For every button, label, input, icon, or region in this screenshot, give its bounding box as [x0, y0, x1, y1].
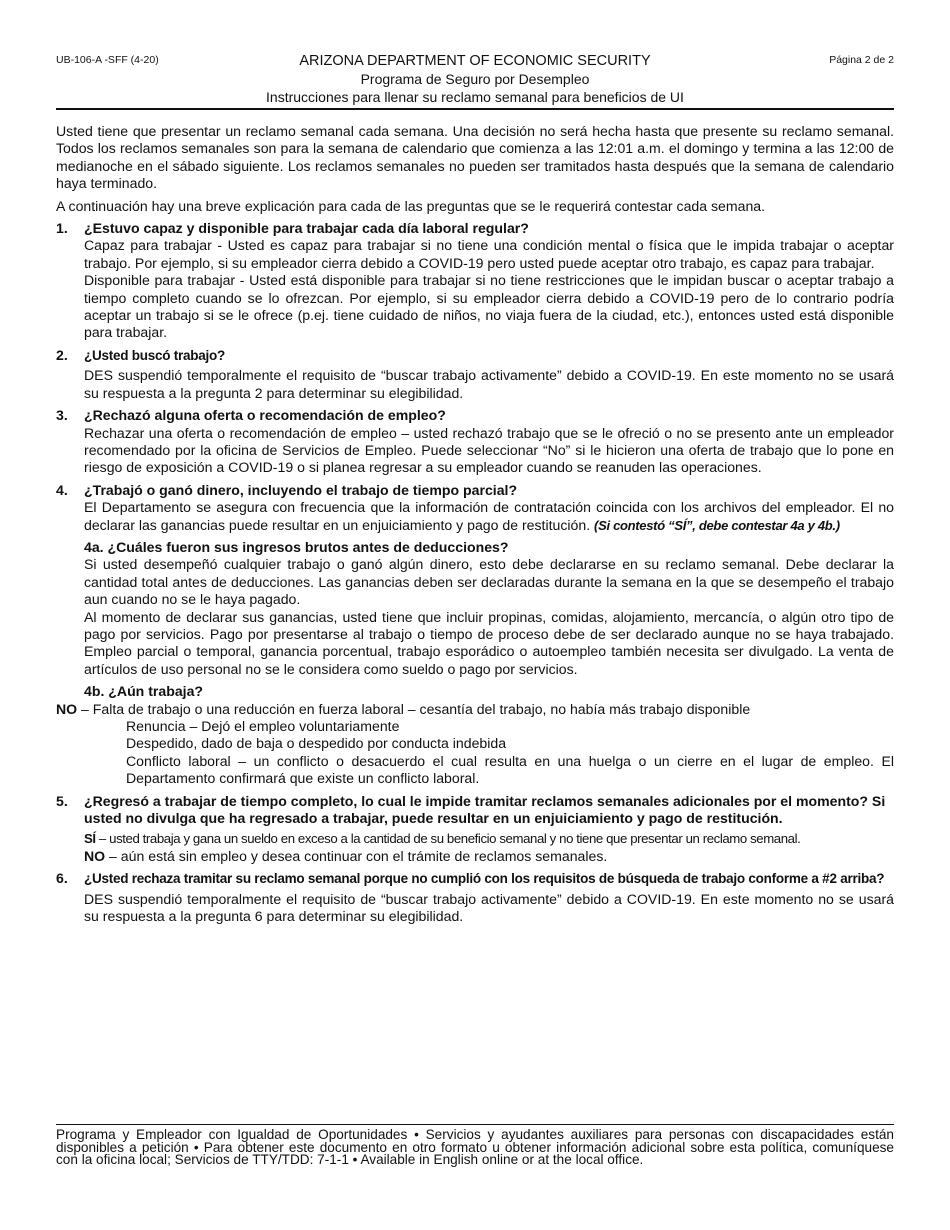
question-5	[56, 793, 894, 866]
question-title: ¿Regresó a trabajar de tiempo completo, lo cual le impide tramitar reclamos semanales adicionales por el momento? Si usted no divulga que ha regresado a trabajar, puede resultar en un enjuiciamiento y pago de restitución.	[84, 792, 886, 827]
question-number: 1.	[56, 220, 68, 237]
answer-no-line	[56, 701, 894, 718]
header-titles	[56, 52, 894, 106]
question-2	[56, 347, 894, 402]
program-name: Programa de Seguro por Desempleo	[360, 71, 590, 87]
subquestion-paragraph: Al momento de declarar sus ganancias, usted tiene que incluir propinas, comidas, alojamiento, mercancía, o algún otro tipo de pago por servicios. Pago por presentarse al trabajo o tiempo de proceso debe de ser declarado aunque no se haya trabajado. Empleo parcial o temporal, ganancia porcentual, trabajo esporádico o autoempleo también necesita ser divulgado. La venta de artículos de uso personal no se le considera como sueldo o pago por servicios.	[84, 608, 894, 677]
question-title: ¿Trabajó o ganó dinero, incluyendo el trabajo de tiempo parcial?	[84, 481, 518, 498]
question-paragraph: Capaz para trabajar - Usted es capaz para trabajar si no tiene una condición mental o física que le impida trabajar o aceptar trabajo. Por ejemplo, si su empleador cierra debido a COVID-19 pero usted puede aceptar otro trabajo, es capaz para trabajar.	[84, 237, 894, 271]
document-subtitle: Instrucciones para llenar su reclamo semanal para beneficios de UI	[266, 89, 684, 105]
yes-text: – usted trabaja y gana un sueldo en exceso a la cantidad de su beneficio semanal y no tiene que presentar un reclamo semanal.	[95, 831, 801, 847]
question-text: El Departamento se asegura con frecuencia que la información de contratación coincida con los archivos del empleador. El no declarar las ganancias puede resultar en un enjuiciamiento y pago de restitución.	[84, 499, 894, 533]
answer-yes-line	[84, 830, 894, 847]
no-text: – aún está sin empleo y desea continuar con el trámite de reclamos semanales.	[105, 847, 608, 864]
no-text: – Falta de trabajo o una reducción en fuerza laboral – cesantía del trabajo, no había más trabajo disponible	[77, 700, 751, 717]
document-footer: Programa y Empleador con Igualdad de Oportunidades • Servicios y ayudantes auxiliares para personas con discapacidades están disponibles a petición • Para obtener este documento en otro formato u obtener información adicional sobre esta política, comuníquese con la oficina local; Servicios de TTY/TDD: 7-1-1 • Available in English online or at the local office.	[56, 1124, 894, 1167]
question-paragraph	[84, 499, 894, 534]
subquestion-4b-title: 4b. ¿Aún trabaja?	[84, 683, 204, 700]
answer-no-line	[84, 848, 894, 865]
question-title: ¿Usted buscó trabajo?	[84, 347, 226, 363]
question-3	[56, 407, 894, 477]
question-title: ¿Estuvo capaz y disponible para trabajar cada día laboral regular?	[84, 220, 529, 237]
yes-label: SÍ	[84, 831, 96, 847]
question-number: 2.	[56, 346, 68, 363]
subquestion-paragraph: Si usted desempeñó cualquier trabajo o ganó algún dinero, esto debe declararse en su reclamo semanal. Debe declarar la cantidad total antes de deducciones. Las ganancias deben ser declaradas durante la semana en la que se desempeño el trabajo aun cuando no se le haya pagado.	[84, 556, 894, 608]
question-paragraph: Rechazar una oferta o recomendación de empleo – usted rechazó trabajo que se le ofreció o no se presento ante un empleador recomendado por la oficina de Servicios de Empleo. Puede seleccionar “No” si le hicieron una oferta de trabajo que lo pone en riesgo de exposición a COVID-19 o si planea regresar a su empleador cuando se reanuden las operaciones.	[84, 424, 894, 476]
reason-item: Renuncia – Dejó el empleo voluntariamente	[126, 718, 400, 734]
question-4	[56, 482, 894, 788]
question-paragraph: DES suspendió temporalmente el requisito de “buscar trabajo activamente” debido a COVID-19. En este momento no se usará su respuesta a la pregunta 6 para determinar su elegibilidad.	[84, 890, 894, 925]
question-number: 3.	[56, 407, 68, 424]
subquestion-4a-title: 4a. ¿Cuáles fueron sus ingresos brutos antes de deducciones?	[84, 538, 509, 555]
no-label: NO	[56, 700, 78, 717]
document-page	[56, 0, 894, 1168]
form-id: UB-106-A -SFF (4-20)	[56, 54, 159, 66]
question-paragraph: DES suspendió temporalmente el requisito de “buscar trabajo activamente” debido a COVID-19. En este momento no se usará su respuesta a la pregunta 2 para determinar su elegibilidad.	[84, 367, 894, 401]
question-number: 6.	[56, 870, 68, 887]
document-body	[56, 123, 894, 930]
reason-item: Despedido, dado de baja o despedido por conducta indebida	[126, 735, 507, 752]
question-6	[56, 870, 894, 925]
question-title: ¿Usted rechaza tramitar su reclamo semanal porque no cumplió con los requisitos de búsqueda de trabajo conforme a #2 arriba?	[84, 871, 885, 887]
question-paragraph: Disponible para trabajar - Usted está disponible para trabajar si no tiene restricciones que le impidan buscar o aceptar trabajo a tiempo completo cuando se lo ofrezcan. Por ejemplo, si su empleador cierra debido a COVID-19 pero de lo contrario podría aceptar un trabajo si se le ofrece (p.ej. tiene cuidado de niños, no viaja fuera de la ciudad, etc.), entonces usted está disponible para trabajar.	[84, 272, 894, 341]
question-title: ¿Rechazó alguna oferta o recomendación de empleo?	[84, 407, 446, 424]
intro-paragraph: Usted tiene que presentar un reclamo semanal cada semana. Una decisión no será hecha hasta que presente su reclamo semanal. Todos los reclamos semanales son para la semana de calendario que comienza a las 12:01 a.m. el domingo y termina a las 12:00 de medianoche en el sábado siguiente. Los reclamos semanales no pueden ser tramitados hasta después que la semana de calendario haya terminado.	[56, 123, 894, 192]
answer-note: (Si contestó “SÍ”, debe contestar 4a y 4b.)	[594, 517, 840, 533]
question-number: 5.	[56, 792, 68, 809]
reason-item: Conflicto laboral – un conflicto o desacuerdo el cual resulta en una huelga o un cierre en el lugar de empleo. El Departamento confirmará que existe un conflicto laboral.	[126, 752, 894, 787]
lead-paragraph: A continuación hay una breve explicación para cada de las preguntas que se le requerirá contestar cada semana.	[56, 197, 766, 214]
no-label: NO	[84, 847, 106, 864]
page-number: Página 2 de 2	[829, 54, 894, 66]
question-number: 4.	[56, 481, 68, 498]
document-header	[56, 0, 894, 110]
agency-name: ARIZONA DEPARTMENT OF ECONOMIC SECURITY	[299, 53, 651, 69]
question-1	[56, 220, 894, 342]
header-divider	[56, 108, 894, 110]
